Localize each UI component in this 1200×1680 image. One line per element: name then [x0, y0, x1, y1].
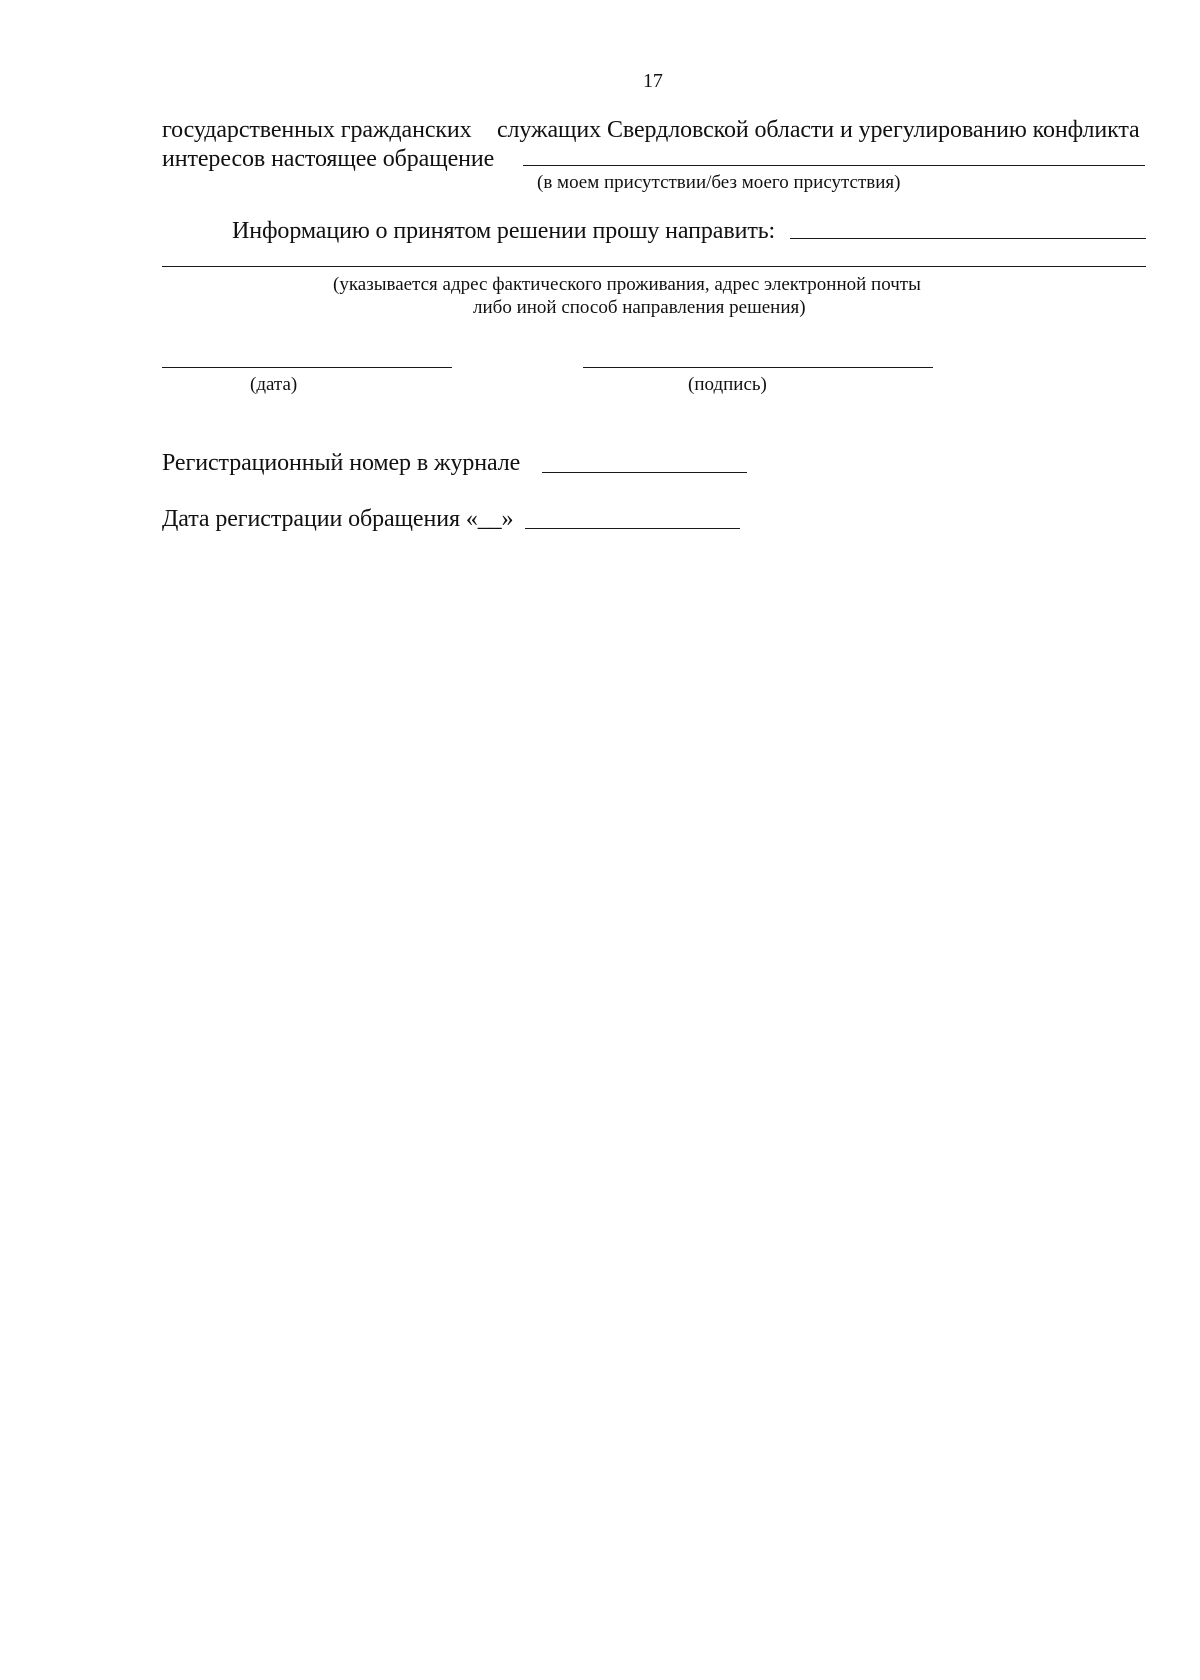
page-number: 17 — [643, 70, 663, 92]
signature-fill-line[interactable] — [583, 367, 933, 368]
registration-number-label: Регистрационный номер в журнале — [162, 450, 521, 476]
statement-line-1-left: государственных гражданских — [162, 117, 472, 143]
presence-caption: (в моем присутствии/без моего присутствия) — [537, 172, 901, 193]
date-fill-line[interactable] — [162, 367, 452, 368]
registration-date-fill-line[interactable] — [525, 528, 740, 529]
statement-line-1-right: служащих Свердловской области и урегулированию конфликта — [497, 117, 1140, 143]
date-caption: (дата) — [250, 374, 298, 395]
signature-caption: (подпись) — [688, 374, 767, 395]
statement-line-2: интересов настоящее обращение — [162, 146, 495, 172]
decision-fill-line-1[interactable] — [790, 238, 1146, 239]
address-caption-line-2: либо иной способ направления решения) — [473, 297, 806, 318]
decision-request-label: Информацию о принятом решении прошу направить: — [232, 218, 776, 244]
registration-date-label: Дата регистрации обращения «__» — [162, 506, 514, 532]
registration-number-fill-line[interactable] — [542, 472, 747, 473]
presence-fill-line[interactable] — [523, 165, 1145, 166]
decision-fill-line-2[interactable] — [162, 266, 1146, 267]
address-caption-line-1: (указывается адрес фактического проживания, адрес электронной почты — [333, 274, 921, 295]
